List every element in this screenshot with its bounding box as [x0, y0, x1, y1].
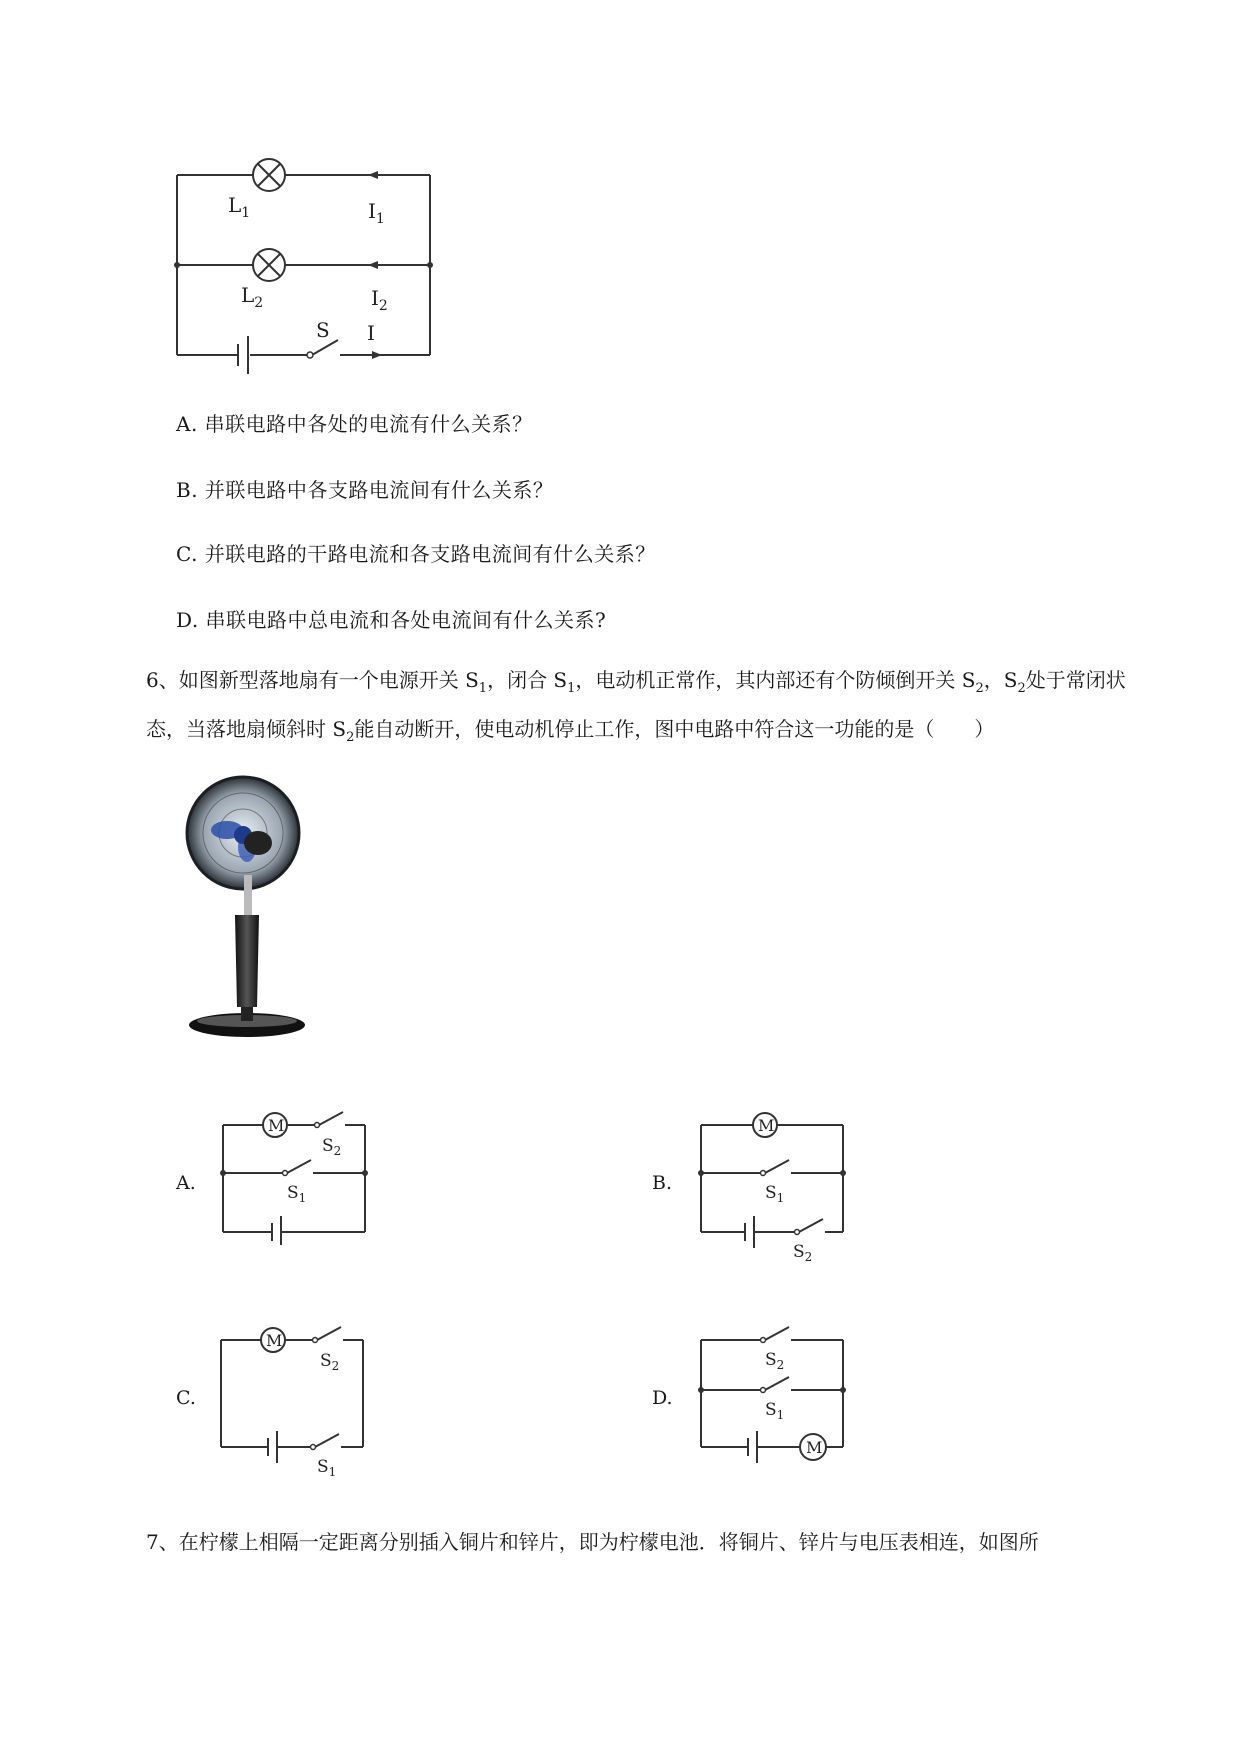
svg-text:M: M	[266, 1331, 283, 1350]
q6-option-d-label[interactable]: D.	[652, 1387, 673, 1409]
svg-text:S2: $S_2$	[793, 1242, 813, 1264]
parallel-circuit-diagram	[150, 140, 450, 380]
q6-option-c-label[interactable]: C.	[176, 1387, 196, 1409]
q7-stem: 7、在柠檬上相隔一定距离分别插入铜片和锌片，即为柠檬电池．将铜片、锌片与电压表相连，如图所	[146, 1530, 1039, 1554]
q6-option-c-circuit[interactable]	[213, 1315, 378, 1480]
svg-text:S1: $S_1$	[765, 1183, 785, 1205]
svg-text:S1: $S_1$	[317, 1457, 337, 1479]
q5-option-c[interactable]: C. 并联电路的干路电流和各支路电流间有什么关系？	[176, 542, 656, 566]
q6-option-a-circuit[interactable]	[215, 1100, 380, 1245]
svg-text:S2: $S_2$	[322, 1136, 342, 1158]
floor-fan-image	[185, 775, 315, 1050]
q6-option-a-label[interactable]: A.	[176, 1172, 196, 1194]
label-L1: $L_1$	[228, 193, 251, 221]
label-L2: $L_2$	[241, 283, 264, 311]
q6-option-d-circuit[interactable]	[693, 1315, 858, 1480]
q6-stem: 6、如图新型落地扇有一个电源开关 $S_1$，闭合 $S_1$，电动机正常作，其内部还有个防倾倒开关 $S_2$，$S_2$处于常闭状态，当落地扇倾斜时 $S_2$能自动断开，使电动机停止工作，图中电路中符合这一功能的是（ ）	[146, 668, 1126, 745]
svg-text:S2: $S_2$	[320, 1351, 340, 1373]
q5-option-b[interactable]: B. 并联电路中各支路电流间有什么关系？	[176, 478, 554, 502]
q5-option-d[interactable]: D. 串联电路中总电流和各处电流间有什么关系?	[176, 608, 607, 632]
svg-text:S1: $S_1$	[287, 1183, 307, 1205]
label-I2: $I_2$	[371, 286, 388, 314]
label-S: S	[316, 318, 330, 342]
q5-option-a[interactable]: A. 串联电路中各处的电流有什么关系？	[176, 412, 533, 436]
q6-option-b-circuit[interactable]	[693, 1100, 858, 1265]
svg-text:M: M	[806, 1438, 823, 1457]
svg-text:S1: $S_1$	[765, 1400, 785, 1422]
svg-text:M: M	[758, 1116, 775, 1135]
svg-text:M: M	[268, 1116, 285, 1135]
q6-option-b-label[interactable]: B.	[652, 1172, 673, 1194]
svg-text:S2: $S_2$	[765, 1350, 785, 1372]
label-I1: $I_1$	[368, 199, 385, 227]
label-I: I	[367, 321, 375, 345]
